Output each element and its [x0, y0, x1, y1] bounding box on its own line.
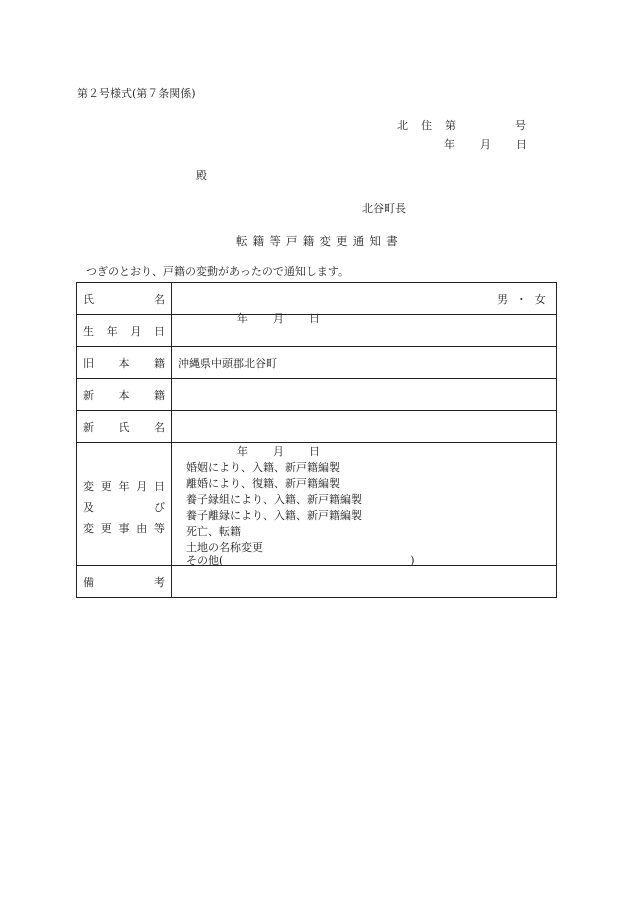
change-label-line2: [83, 499, 165, 515]
label-char: 由: [136, 522, 148, 535]
sex-options[interactable]: 男 ・ 女: [497, 292, 548, 306]
label-new-domicile: [77, 379, 172, 411]
label-char: 新: [83, 388, 94, 402]
change-date: [186, 445, 320, 458]
ref-char-kita: 北: [397, 119, 408, 132]
row-old-domicile: [77, 347, 557, 379]
reason-adoption[interactable]: 養子縁組により、入籍、新戸籍編製: [186, 493, 362, 506]
label-char: 日: [153, 324, 165, 338]
label-char: 及: [83, 501, 94, 514]
ref-char-ju: 住: [421, 119, 432, 132]
label-char: 考: [154, 575, 165, 589]
reason-other[interactable]: その他( ): [186, 554, 415, 567]
label-char: 本: [118, 388, 130, 402]
change-label-line3: [83, 520, 165, 536]
row-change: [77, 443, 557, 566]
reason-adoption-dissolution[interactable]: 養子離縁により、入籍、新戸籍編製: [186, 509, 362, 522]
issue-date: [444, 139, 534, 151]
label-char: 月: [130, 324, 142, 338]
change-label-line1: [83, 478, 165, 494]
label-char: 名: [154, 292, 165, 306]
old-domicile-value: 沖縄県中頭郡北谷町: [178, 356, 277, 370]
reason-marriage[interactable]: 婚姻により、入籍、新戸籍編製: [186, 461, 340, 474]
change-day: 日: [309, 445, 320, 458]
change-month: 月: [273, 445, 284, 458]
label-char: 変: [83, 480, 94, 493]
label-char: 氏: [83, 292, 94, 306]
row-new-name: [77, 411, 557, 443]
intro-text: つぎのとおり、戸籍の変動があったので通知します。: [86, 265, 350, 278]
label-char: 備: [83, 575, 94, 589]
document-title: 転籍等戸籍変更通知書: [236, 234, 403, 248]
row-remarks: [77, 566, 557, 598]
old-domicile-field[interactable]: [172, 347, 557, 379]
row-new-domicile: [77, 379, 557, 411]
label-char: 等: [154, 522, 165, 535]
label-char: 事: [118, 522, 130, 535]
label-char: び: [154, 501, 165, 514]
birth-date-field[interactable]: [172, 312, 557, 347]
ref-char-go: 号: [515, 119, 526, 132]
date-month: 月: [480, 138, 491, 151]
label-char: 更: [100, 522, 112, 535]
birth-month: 月: [273, 312, 284, 325]
label-char: 氏: [118, 420, 130, 434]
name-field[interactable]: [172, 283, 557, 315]
label-char: 日: [154, 480, 165, 493]
label-char: 月: [136, 480, 148, 493]
label-char: 名: [154, 420, 165, 434]
change-details-field[interactable]: [172, 443, 557, 566]
label-change: [77, 443, 172, 566]
label-old-domicile: [77, 347, 172, 379]
label-remarks: [77, 566, 172, 598]
label-char: 籍: [154, 356, 165, 370]
change-year: 年: [237, 445, 248, 458]
label-name: [77, 283, 172, 315]
reference-number: [397, 120, 537, 132]
label-char: 更: [100, 480, 112, 493]
new-domicile-field[interactable]: [172, 379, 557, 411]
birth-year: 年: [237, 312, 248, 325]
form-number: 第２号様式(第７条関係): [77, 87, 196, 100]
ref-char-dai: 第: [445, 119, 456, 132]
label-char: 本: [118, 356, 130, 370]
reason-death-transfer[interactable]: 死亡、転籍: [186, 525, 241, 538]
date-year: 年: [444, 138, 455, 151]
label-new-name: [77, 411, 172, 443]
label-birth: [77, 315, 172, 347]
notification-table: [76, 282, 557, 598]
new-name-field[interactable]: [172, 411, 557, 443]
label-char: 新: [83, 420, 94, 434]
reason-place-name-change[interactable]: 土地の名称変更: [186, 541, 263, 554]
issuer: 北谷町長: [362, 202, 406, 215]
row-birth: [77, 315, 557, 347]
addressee-suffix: 殿: [196, 169, 207, 182]
reason-divorce[interactable]: 離婚により、復籍、新戸籍編製: [186, 477, 340, 490]
label-char: 年: [118, 480, 130, 493]
label-char: 籍: [154, 388, 165, 402]
remarks-field[interactable]: [172, 566, 557, 598]
birth-day: 日: [309, 312, 320, 325]
label-char: 旧: [83, 356, 94, 370]
label-char: 年: [106, 324, 118, 338]
label-char: 変: [83, 522, 94, 535]
label-char: 生: [83, 324, 94, 338]
date-day: 日: [516, 138, 527, 151]
